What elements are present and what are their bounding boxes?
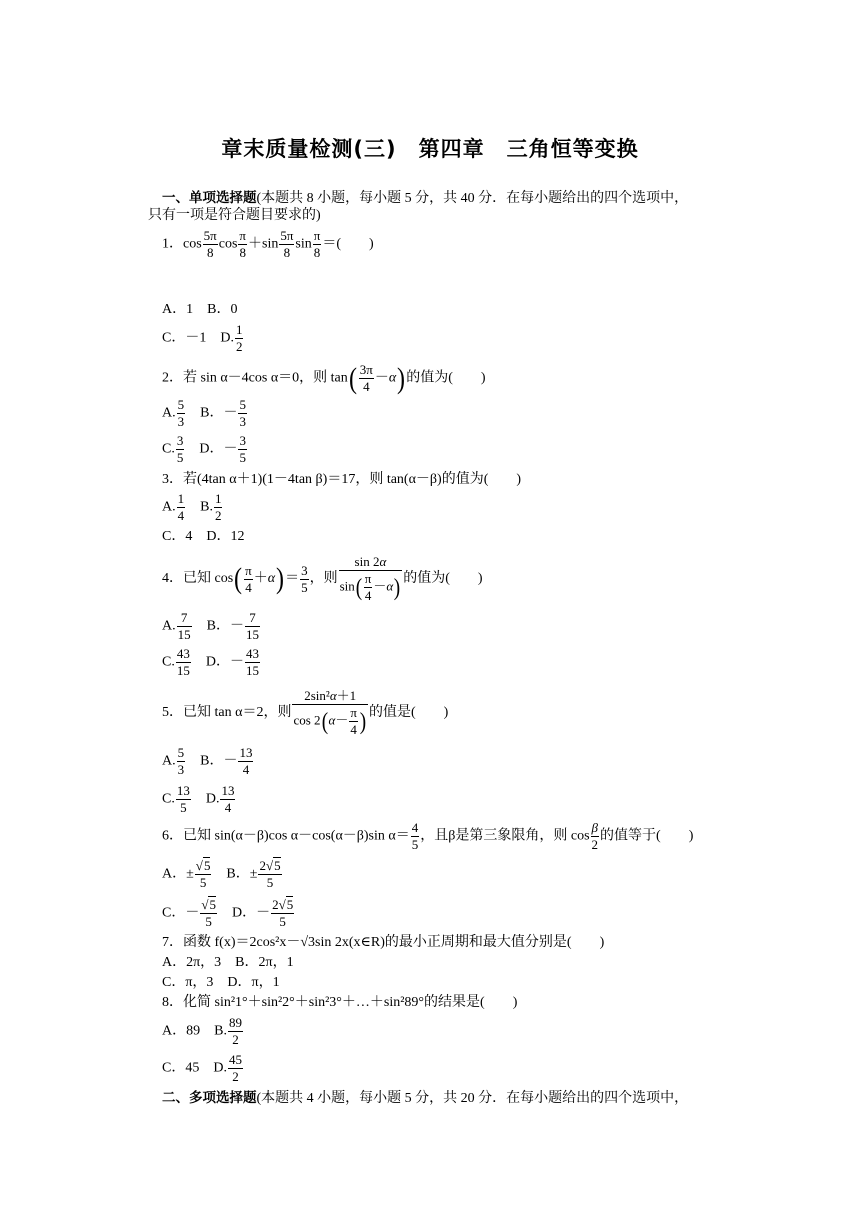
q8-options-ab: A．89 B. $\frac{89}{2}$	[162, 1015, 242, 1047]
q4-tail: 的值为( )	[403, 571, 483, 587]
question-1: 1．cos $\frac{5\pi}{8}$ cos $\frac{\pi}{8}$ ＋sin $\frac{5\pi}{8}$ sin $\frac{\pi}{8}$ ＝( )	[162, 228, 374, 260]
q6-tail: 的值等于( )	[600, 828, 694, 844]
q1-options-cd: C．－1 D. $\frac{1}{2}$	[162, 322, 243, 354]
q1-tail: ＝( )	[322, 236, 374, 252]
q2-options-ab: A. $\frac{5}{3}$ B．－ $\frac{5}{3}$	[162, 397, 246, 429]
q8-option-c: C．45 D.	[162, 1060, 227, 1076]
q4-options-cd: C. $\frac{43}{15}$ D．－ $\frac{43}{15}$	[162, 646, 259, 678]
question-7: 7．函数 f(x)＝2cos²x－√3sin 2x(x∈R)的最小正周期和最大值分别是( )	[162, 935, 605, 950]
q1-options-ab: A．1 B．0	[162, 302, 238, 317]
q8-options-cd: C．45 D. $\frac{45}{2}$	[162, 1052, 242, 1084]
q8-option-a: A．89 B.	[162, 1023, 227, 1039]
q5-options-cd: C. $\frac{13}{5}$ D. $\frac{13}{4}$	[162, 783, 235, 815]
question-6: 6．已知 sin(α－β)cos α－cos(α－β)sin α＝ $\frac{4}{5}$ ，且β是第三象限角，则 cos $\frac{\beta}{2}$ 的值等于( )	[162, 820, 694, 852]
q5-tail: 的值是( )	[368, 705, 449, 721]
q3-options-ab: A. $\frac{1}{4}$ B. $\frac{1}{2}$	[162, 491, 222, 523]
q6-stem: 6．已知 sin(α－β)cos α－cos(α－β)sin α＝	[162, 828, 410, 844]
q6-options-cd: C．－ $\frac{√5}{5}$ D．－ $\frac{2√5}{5}$	[162, 897, 294, 929]
section1-desc: (本题共 8 小题，每小题 5 分，共 40 分．在每小题给出的四个选项中，	[256, 191, 689, 206]
q7-options-cd: C．π，3 D．π，1	[162, 975, 280, 990]
q4-options-ab: A. $\frac{7}{15}$ B．－ $\frac{7}{15}$	[162, 610, 259, 642]
q5-options-ab: A. $\frac{5}{3}$ B．－ $\frac{13}{4}$	[162, 745, 253, 777]
q7-options-ab: A．2π，3 B．2π，1	[162, 955, 294, 970]
q3-options-cd: C．4 D．12	[162, 529, 245, 544]
q7-mid: 3sin 2x(x∈R)的最小正周期和最大值分别是( )	[308, 935, 605, 950]
q4-stem: 4．已知 cos	[162, 571, 234, 587]
section1-desc-cont: 只有一项是符合题目要求的)	[148, 208, 321, 223]
q2-options-cd: C. $\frac{3}{5}$ D．－ $\frac{3}{5}$	[162, 433, 246, 465]
q7-stem: 7．函数 f(x)＝2cos²x－	[162, 935, 301, 950]
q6-mid: ，且β是第三象限角，则 cos	[420, 828, 590, 844]
q1-option-c: C．－1 D.	[162, 330, 234, 346]
q5-stem: 5．已知 tan α＝2，则	[162, 705, 292, 721]
question-2: 2．若 sin α－4cos α＝0，则 tan( $\frac{3\pi}{4}$ －α)的值为( )	[162, 361, 486, 395]
q4-then: ，则	[309, 571, 338, 587]
q4-eq: ＝	[285, 571, 300, 587]
section2-intro	[162, 1090, 688, 1107]
question-3: 3．若(4tan α＋1)(1－4tan β)＝17，则 tan(α－β)的值为( )	[162, 472, 522, 487]
question-4: 4．已知 cos( $\frac{\pi}{4}$ ＋α)＝ $\frac{3}{5}$ ，则 sin 2α sin( $\frac{\pi}{4}$ －α) 的值为( )	[162, 554, 483, 603]
q2-stem: 2．若 sin α－4cos α＝0，则 tan	[162, 370, 348, 386]
question-5: 5．已知 tan α＝2，则 2sin²α＋1 cos 2(α－ $\frac{\pi}{4}$ ) 的值是( )	[162, 688, 449, 737]
section1-intro	[162, 190, 688, 207]
section2-desc: (本题共 4 小题，每小题 5 分，共 20 分．在每小题给出的四个选项中，	[256, 1091, 689, 1106]
question-8: 8．化简 sin²1°＋sin²2°＋sin²3°＋…＋sin²89°的结果是( )	[162, 995, 518, 1010]
q2-tail: 的值为( )	[406, 370, 486, 386]
section1-header: 一、单项选择题	[162, 190, 257, 206]
section2-header: 二、多项选择题	[162, 1090, 257, 1106]
page-title: 章末质量检测(三) 第四章 三角恒等变换	[221, 137, 639, 161]
q1-prefix: 1．cos	[162, 236, 202, 252]
q6-options-ab: A．± $\frac{√5}{5}$ B．± $\frac{2√5}{5}$	[162, 858, 281, 890]
